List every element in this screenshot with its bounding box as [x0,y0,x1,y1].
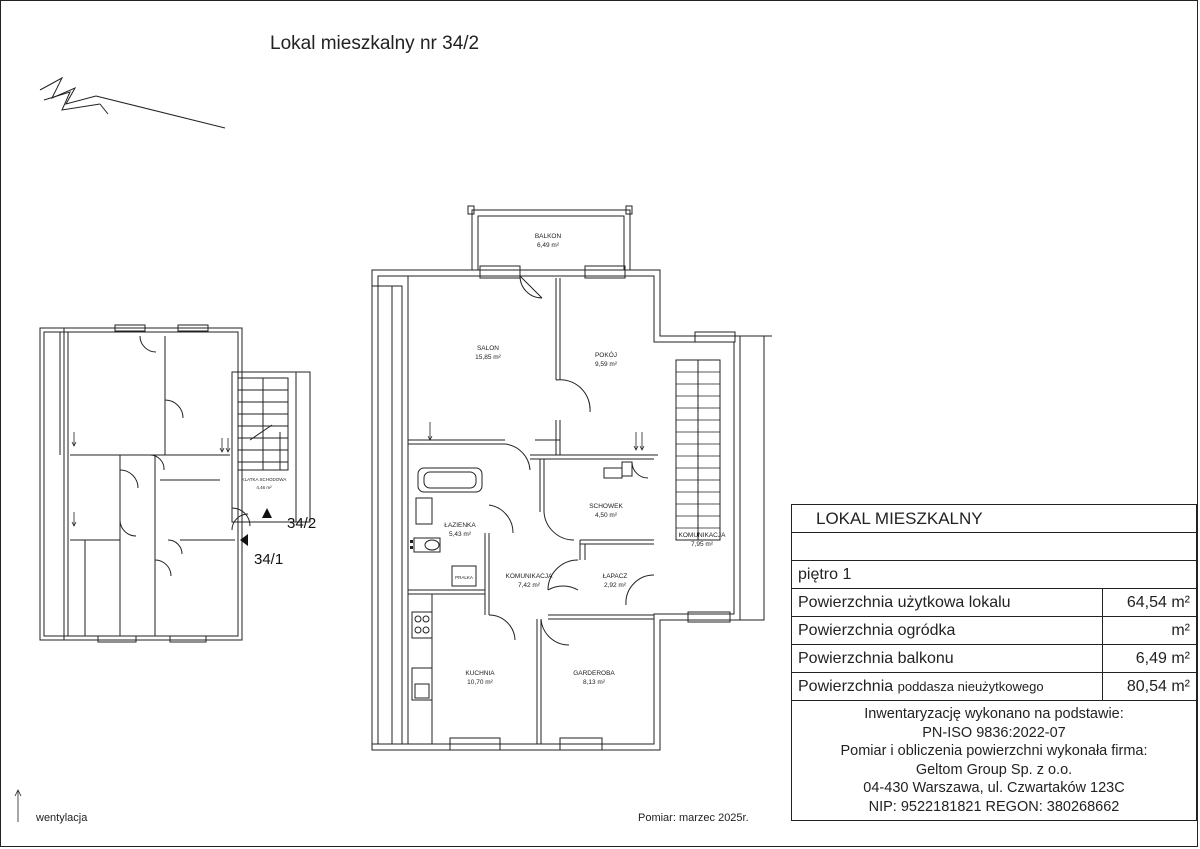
room-name: KOMUNIKACJA [505,573,553,580]
info-table [791,504,1197,821]
room-area: 5,43 m² [448,531,472,538]
footer-line: PN-ISO 9836:2022-07 [922,724,1066,741]
room-name: ŁAPACZ [602,573,628,580]
footer-line: 04-430 Warszawa, ul. Czwartaków 123C [863,780,1125,796]
key-plan [40,325,310,642]
info-row-label-cell [792,673,1103,701]
room-name: SCHOWEK [589,503,623,510]
footer-line: NIP: 9522181821 REGON: 380268662 [868,798,1120,815]
room-area: 2,92 m² [603,582,627,589]
room-name: SALON [476,345,500,352]
room-name: BALKON [534,233,562,240]
room-name: GARDEROBA [573,670,615,677]
info-row-label: Powierzchnia balkonu [792,645,1103,673]
info-floor: piętro 1 [792,561,1197,589]
room-area: 4,50 m² [594,512,618,519]
info-row-label-detail: poddasza nieużytkowego [897,678,1044,694]
room-area: 7,42 m² [517,582,541,589]
room-name: POKÓJ [594,352,618,359]
mini-room-area: 4,46 m² [256,485,272,490]
north-arrow-icon [40,78,225,128]
info-row-value: m² [1103,617,1197,645]
measurement-date: Pomiar: marzec 2025r. [638,812,749,824]
info-row [792,617,1197,645]
room-name: KOMUNIKACJA [678,532,726,539]
info-row-value: 6,49 m² [1103,645,1197,673]
info-row [792,673,1197,701]
info-heading: LOKAL MIESZKALNY [792,505,1197,533]
room-area: 8,13 m² [582,679,606,686]
mini-room-name: KLATKA SCHODOWA [241,477,287,482]
info-row-value: 80,54 m² [1103,673,1197,701]
page-title: Lokal mieszkalny nr 34/2 [270,33,480,54]
room-name: ŁAZIENKA [444,522,476,529]
info-row-label: Powierzchnia ogródka [792,617,1103,645]
footer-line: Inwentaryzację wykonano na podstawie: [864,706,1124,722]
unit-label: 34/1 [254,551,284,568]
room-name: KUCHNIA [465,670,495,677]
info-row-label: Powierzchnia użytkowa lokalu [792,589,1103,617]
room-area: 10,70 m² [467,679,493,686]
main-plan [372,206,772,750]
room-area: 15,85 m² [475,354,501,361]
footer-line: Pomiar i obliczenia powierzchni wykonała firma: [840,743,1148,759]
info-row-label: Powierzchnia [798,677,894,695]
company-footer [792,701,1197,821]
ventilation-icon [15,422,644,822]
room-area: 6,49 m² [536,242,560,249]
fixture-marks [410,540,413,549]
info-blank-row [792,533,1197,561]
fixture-label: PRALKA [455,575,473,580]
unit-label: 34/2 [287,515,317,532]
legend-vent-label: wentylacja [36,812,88,824]
info-row-value: 64,54 m² [1103,589,1197,617]
footer-line: Geltom Group Sp. z o.o. [915,761,1073,778]
room-area: 7,95 m² [690,541,714,548]
info-row [792,589,1197,617]
info-row [792,645,1197,673]
room-area: 9,59 m² [594,361,618,368]
